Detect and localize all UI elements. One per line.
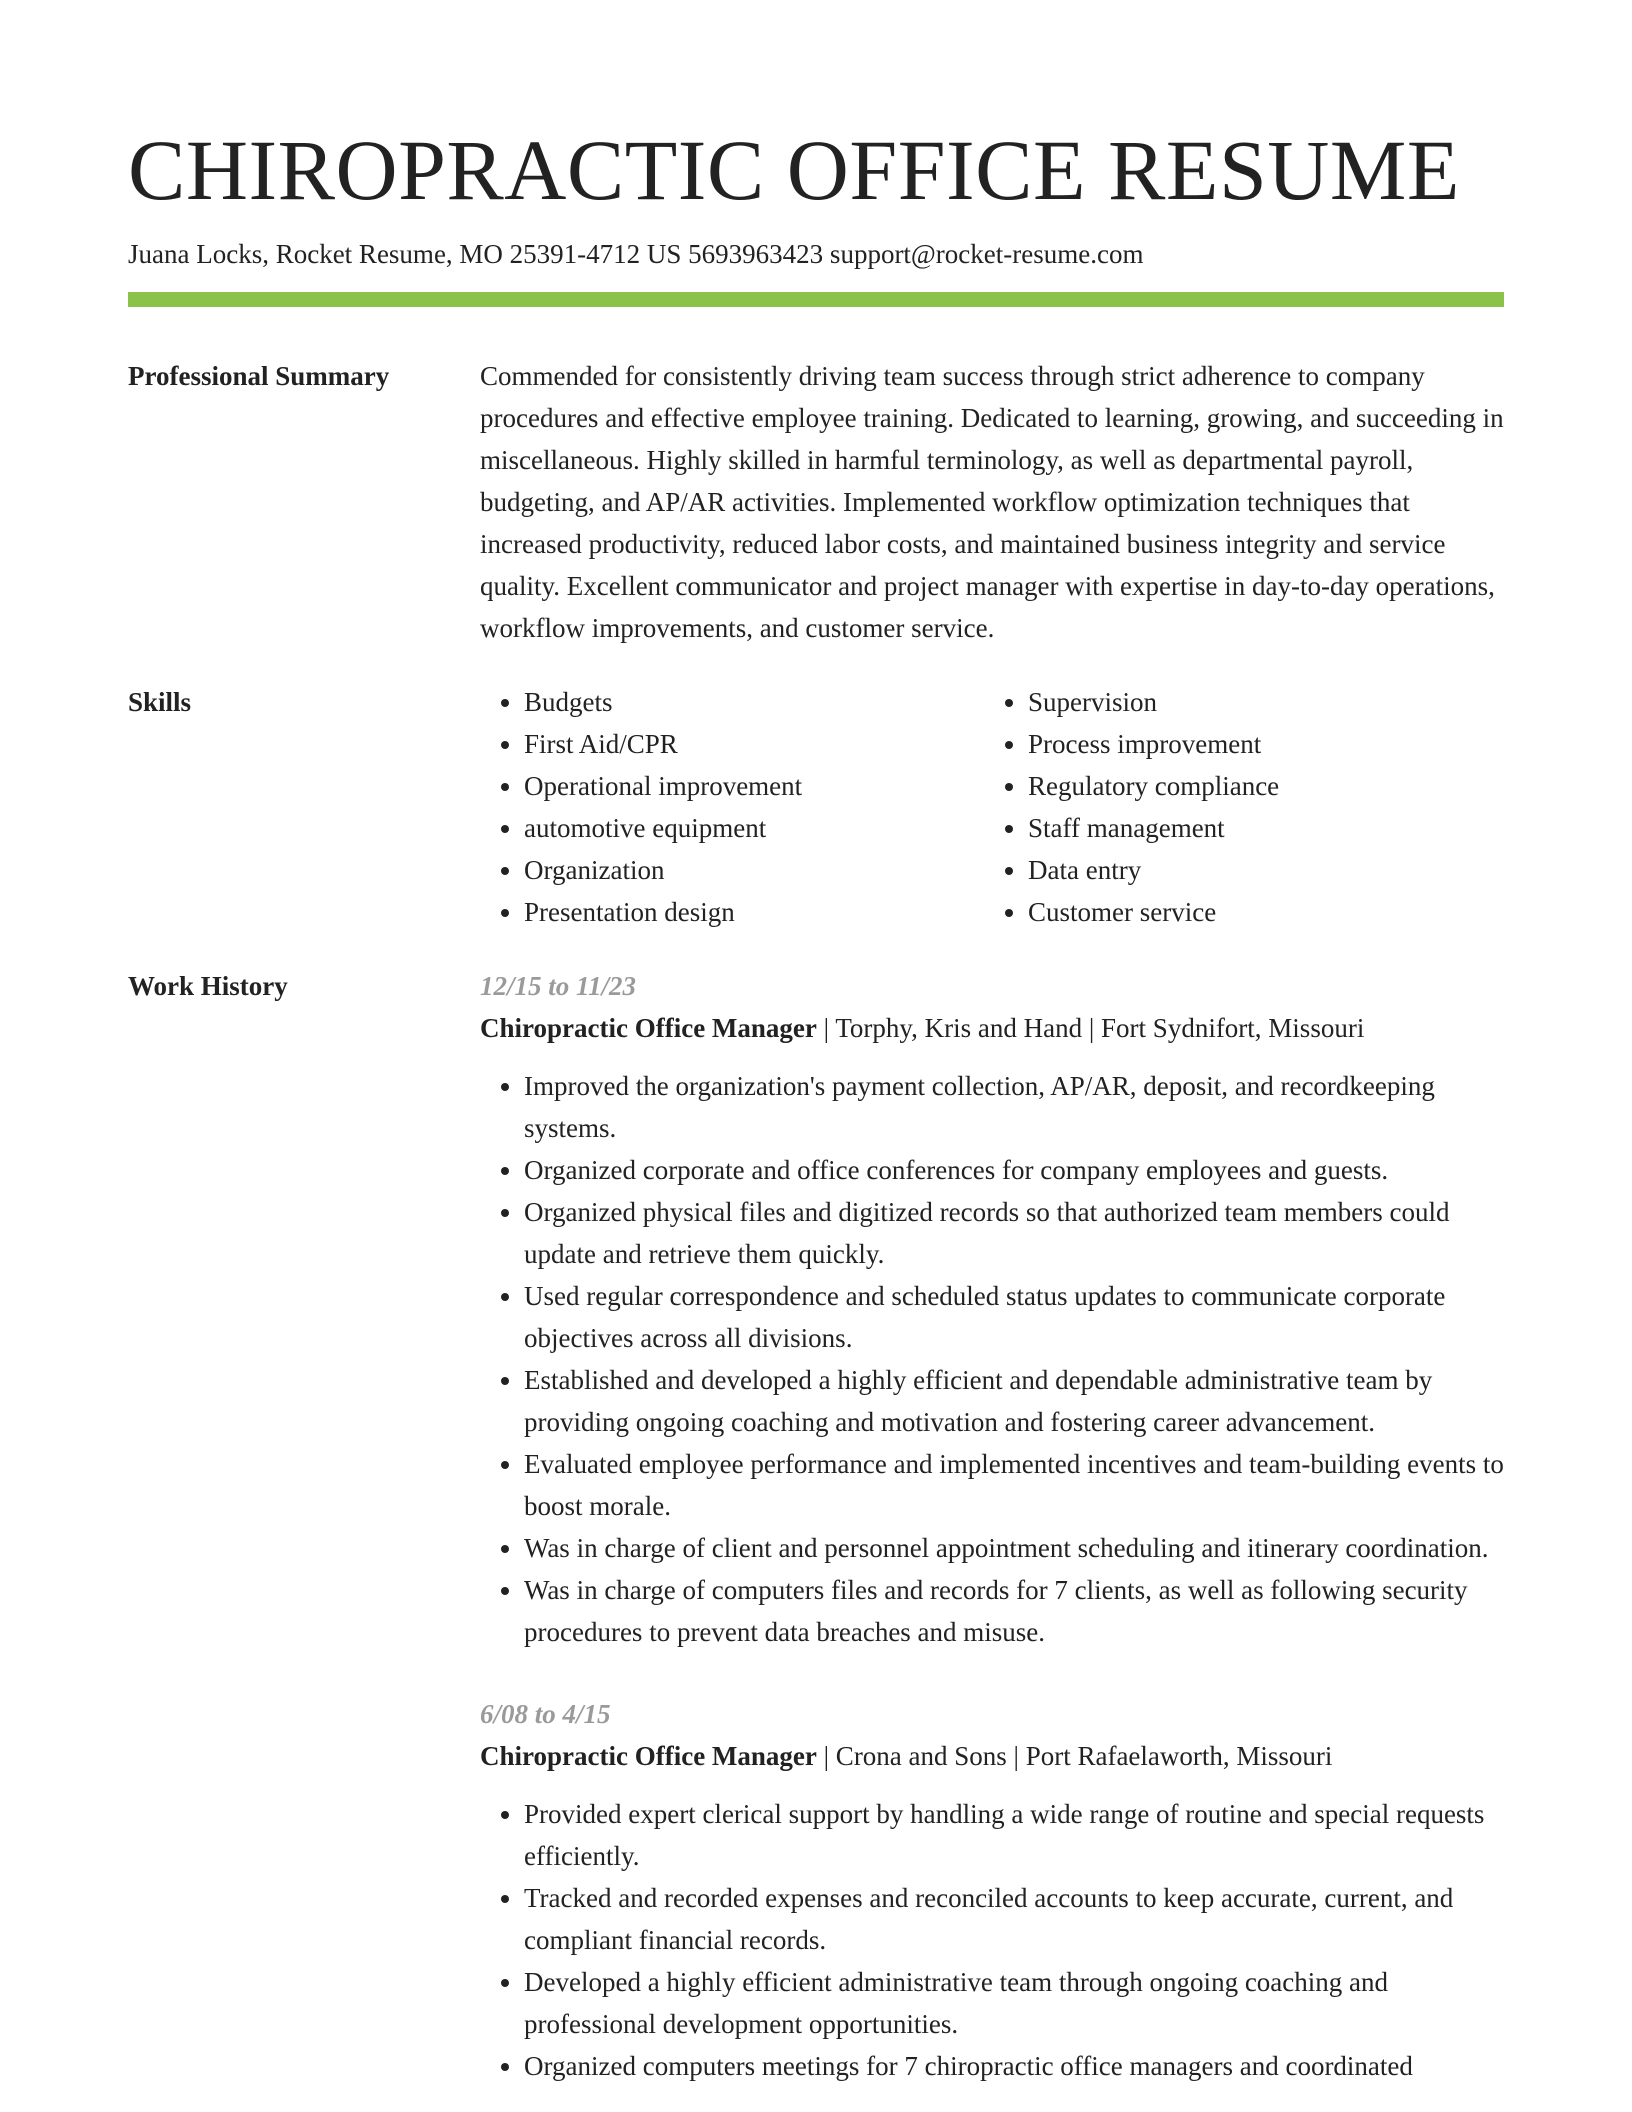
section-label-work: Work History	[128, 971, 288, 1001]
job-heading	[480, 1007, 1504, 1049]
skill-item: • Customer service	[1028, 891, 1488, 933]
job-employer-location: | Torphy, Kris and Hand | Fort Sydnifort, Missouri	[816, 1013, 1365, 1043]
job-entry	[480, 965, 1504, 1653]
skills-body	[480, 681, 1504, 933]
job-bullet: • Provided expert clerical support by handling a wide range of routine and special requests efficiently.	[524, 1793, 1504, 1877]
skill-item: • automotive equipment	[524, 807, 984, 849]
skill-item: • Budgets	[524, 681, 984, 723]
job-entry	[480, 1693, 1504, 2087]
job-title: Chiropractic Office Manager	[480, 1741, 817, 1771]
job-bullet: • Tracked and recorded expenses and reconciled accounts to keep accurate, current, and compliant financial records.	[524, 1877, 1504, 1961]
skills-section	[128, 681, 1504, 933]
job-bullet: • Developed a highly efficient administrative team through ongoing coaching and professional development opportunities.	[524, 1961, 1504, 2045]
section-label-summary: Professional Summary	[128, 361, 390, 391]
summary-body	[480, 355, 1504, 649]
skill-item: • Organization	[524, 849, 984, 891]
work-history-body	[480, 965, 1504, 2087]
job-bullet: • Organized physical files and digitized records so that authorized team members could update and retrieve them quickly.	[524, 1191, 1504, 1275]
job-bullet: • Evaluated employee performance and implemented incentives and team-building events to boost morale.	[524, 1443, 1504, 1527]
skill-item: • Regulatory compliance	[1028, 765, 1488, 807]
resume-title: CHIROPRACTIC OFFICE RESUME	[128, 122, 1460, 218]
job-bullets	[480, 1793, 1504, 2087]
skill-item: • Process improvement	[1028, 723, 1488, 765]
skill-item: • First Aid/CPR	[524, 723, 984, 765]
job-heading	[480, 1735, 1504, 1777]
skill-item: • Operational improvement	[524, 765, 984, 807]
job-bullet: • Established and developed a highly efficient and dependable administrative team by providing ongoing coaching and motivation and fostering career advancement.	[524, 1359, 1504, 1443]
professional-summary-section	[128, 355, 1504, 649]
section-label-skills: Skills	[128, 687, 192, 717]
summary-text: Commended for consistently driving team success through strict adherence to company procedures and effective employee training. Dedicated to learning, growing, and succeeding in miscellaneous. Highly skilled in harmful terminology, as well as departmental payroll, budgeting, and AP/AR activities. Implemented workflow optimization techniques that increased productivity, reduced labor costs, and maintained business integrity and service quality. Excellent communicator and project manager with expertise in day-to-day operations, workflow improvements, and customer service.	[480, 361, 1504, 643]
skill-item: • Data entry	[1028, 849, 1488, 891]
job-bullet: • Was in charge of client and personnel appointment scheduling and itinerary coordination.	[524, 1527, 1504, 1569]
skill-item: • Presentation design	[524, 891, 984, 933]
job-dates: 6/08 to 4/15	[480, 1699, 611, 1729]
resume-page	[128, 118, 1504, 2087]
contact-info: Juana Locks, Rocket Resume, MO 25391-4712 US 5693963423 support@rocket-resume.com	[128, 239, 1144, 269]
skill-item: • Supervision	[1028, 681, 1488, 723]
skills-column-right	[984, 681, 1488, 933]
job-employer-location: | Crona and Sons | Port Rafaelaworth, Missouri	[816, 1741, 1333, 1771]
job-bullet: • Was in charge of computers files and records for 7 clients, as well as following security procedures to prevent data breaches and misuse.	[524, 1569, 1504, 1653]
job-bullet: • Used regular correspondence and scheduled status updates to communicate corporate objectives across all divisions.	[524, 1275, 1504, 1359]
job-bullet: • Organized corporate and office conferences for company employees and guests.	[524, 1149, 1504, 1191]
job-bullets	[480, 1065, 1504, 1653]
job-dates: 12/15 to 11/23	[480, 971, 637, 1001]
skills-column-left	[480, 681, 984, 933]
accent-divider	[128, 292, 1504, 307]
skill-item: • Staff management	[1028, 807, 1488, 849]
job-bullet: • Organized computers meetings for 7 chiropractic office managers and coordinated	[524, 2045, 1504, 2087]
job-title: Chiropractic Office Manager	[480, 1013, 817, 1043]
job-bullet: • Improved the organization's payment collection, AP/AR, deposit, and recordkeeping systems.	[524, 1065, 1504, 1149]
work-history-section	[128, 965, 1504, 2087]
